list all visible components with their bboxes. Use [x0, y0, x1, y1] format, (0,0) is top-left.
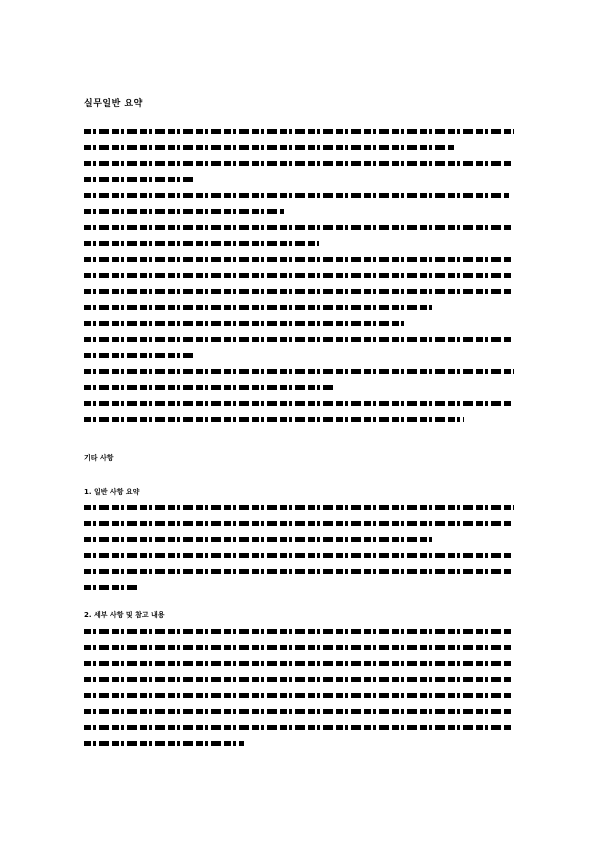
text-line: [84, 548, 514, 564]
text-line: [84, 656, 514, 672]
text-line: [84, 704, 514, 720]
text-line: [84, 140, 514, 156]
text-line: [84, 220, 514, 236]
document-title: 실무일반 요약: [84, 99, 143, 109]
text-line: [84, 124, 514, 140]
text-line: [84, 204, 514, 220]
text-line: [84, 396, 514, 412]
text-line: [84, 380, 514, 396]
text-line: [84, 412, 514, 428]
subsection-heading-2: 2. 세부 사항 및 참고 내용: [84, 611, 165, 619]
text-line: [84, 252, 514, 268]
text-line: [84, 316, 514, 332]
intro-paragraphs: [84, 124, 514, 428]
text-line: [84, 736, 514, 752]
text-line: [84, 624, 514, 640]
text-line: [84, 688, 514, 704]
subsection-heading-1: 1. 일반 사항 요약: [84, 488, 140, 496]
text-line: [84, 640, 514, 656]
text-line: [84, 720, 514, 736]
text-line: [84, 300, 514, 316]
subsection-1-body: [84, 500, 514, 596]
text-line: [84, 188, 514, 204]
text-line: [84, 364, 514, 380]
text-line: [84, 516, 514, 532]
text-line: [84, 284, 514, 300]
text-line: [84, 348, 514, 364]
subsection-2-body: [84, 624, 514, 752]
text-line: [84, 532, 514, 548]
text-line: [84, 564, 514, 580]
text-line: [84, 172, 514, 188]
text-line: [84, 156, 514, 172]
text-line: [84, 672, 514, 688]
text-line: [84, 500, 514, 516]
section-heading: 기타 사항: [84, 454, 114, 462]
text-line: [84, 236, 514, 252]
text-line: [84, 332, 514, 348]
text-line: [84, 580, 514, 596]
text-line: [84, 268, 514, 284]
